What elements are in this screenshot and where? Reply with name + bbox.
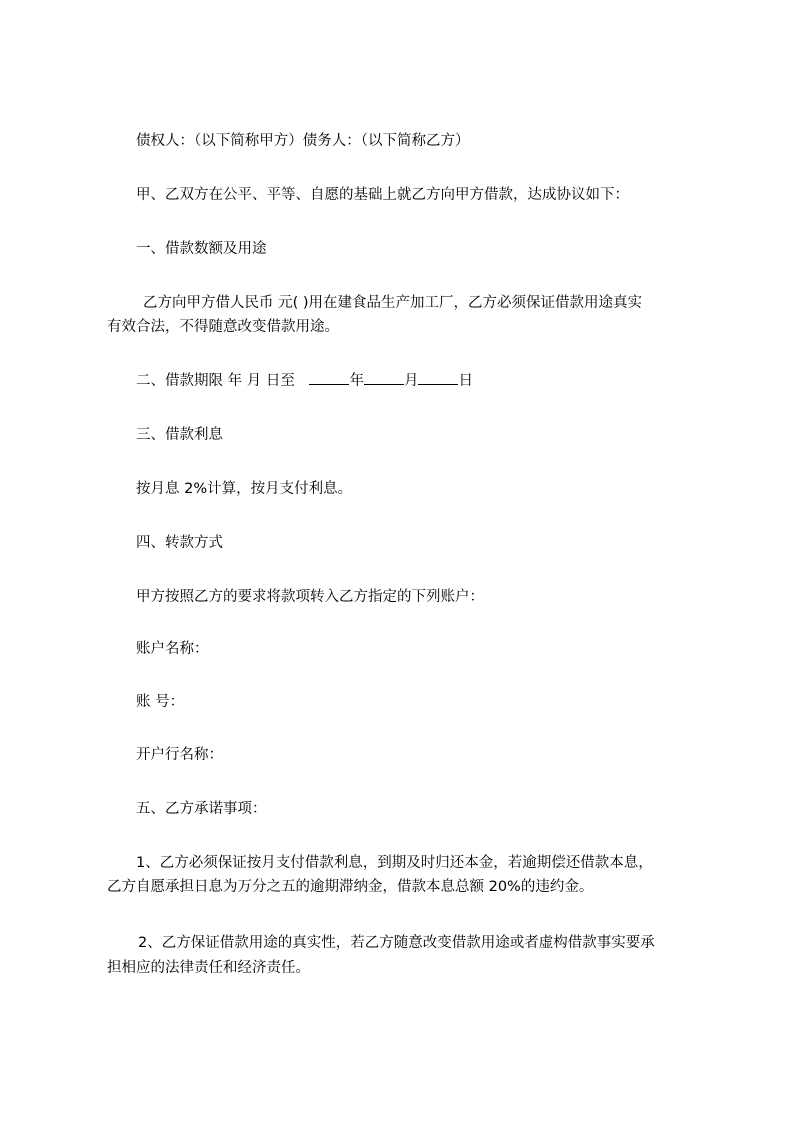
section5-item2-line1: 2、乙方保证借款用途的真实性，若乙方随意改变借款用途或者虚构借款事实要承 (138, 935, 655, 951)
section4-body: 甲方按照乙方的要求将款项转入乙方指定的下列账户： (136, 589, 484, 605)
section5-item1-line1: 1、乙方必须保证按月支付借款利息，到期及时归还本金，若逾期偿还借款本息， (136, 855, 653, 871)
month-blank (364, 372, 404, 385)
section2-term-line (136, 372, 473, 390)
day-label: 日 (458, 373, 473, 389)
year-blank (309, 372, 349, 385)
section4-heading: 四、转款方式 (136, 535, 223, 551)
section1-body-line1: 乙方向甲方借人民币 元( )用在建食品生产加工厂，乙方必须保证借款用途真实 (143, 295, 643, 311)
day-blank (418, 372, 458, 385)
account-name-label: 账户名称： (136, 641, 209, 657)
month-label: 月 (403, 373, 419, 389)
section3-body: 按月息 2%计算，按月支付利息。 (136, 481, 353, 497)
bank-name-label: 开户行名称： (136, 747, 223, 763)
section1-body-line2: 有效合法，不得随意改变借款用途。 (107, 319, 339, 335)
section5-heading: 五、乙方承诺事项： (136, 801, 267, 817)
section2-prefix: 二、借款期限 年 月 日至 (136, 373, 295, 389)
parties-line: 债权人：（以下简称甲方）债务人：（以下简称乙方） (136, 133, 470, 149)
account-number-label: 账 号： (136, 694, 185, 710)
section1-heading: 一、借款数额及用途 (136, 241, 267, 257)
section3-heading: 三、借款利息 (136, 427, 223, 443)
year-label: 年 (349, 373, 364, 389)
preamble-line: 甲、乙双方在公平、平等、自愿的基础上就乙方向甲方借款，达成协议如下： (136, 187, 629, 203)
section5-item1-line2: 乙方自愿承担日息为万分之五的逾期滞纳金，借款本息总额 20%的违约金。 (107, 879, 594, 895)
section5-item2-line2: 担相应的法律责任和经济责任。 (107, 960, 310, 976)
